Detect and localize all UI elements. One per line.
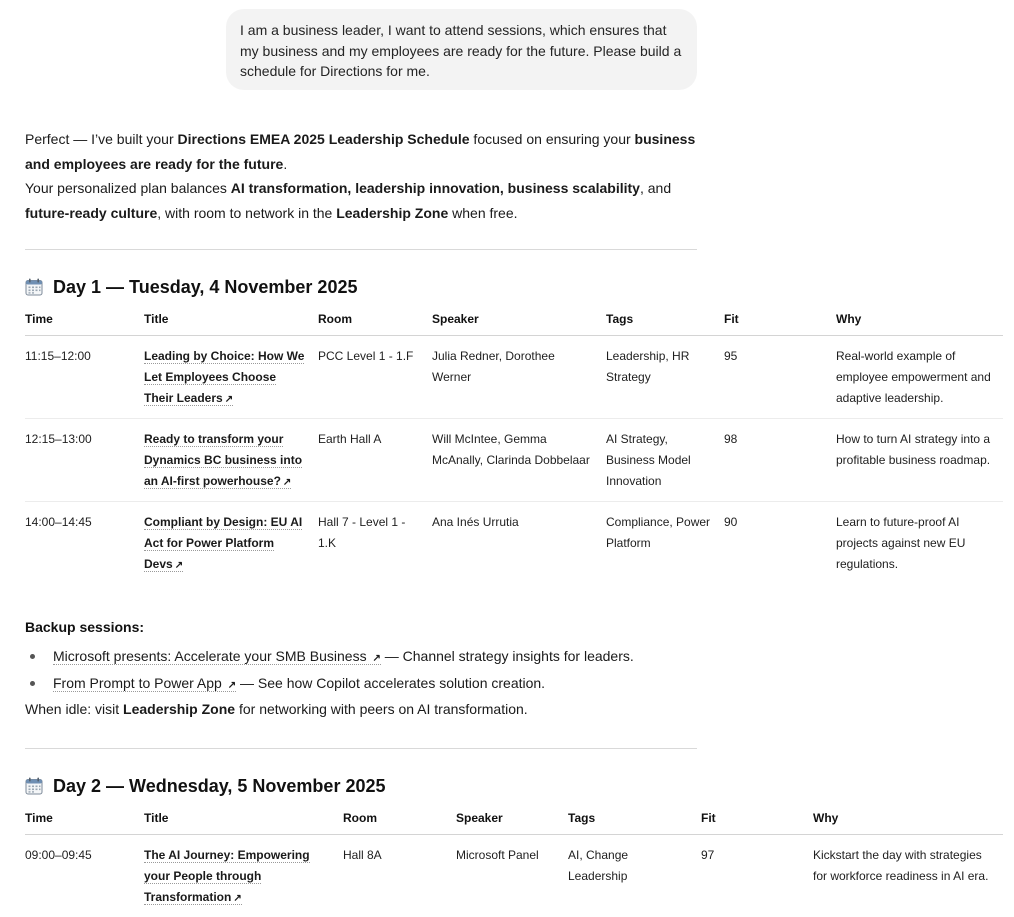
column-header-time: Time	[25, 808, 144, 835]
table-header-row	[25, 309, 1003, 336]
cell-fit: 97	[701, 835, 813, 917]
calendar-icon	[25, 777, 43, 795]
cell-time: 12:15–13:00	[25, 419, 144, 502]
cell-title	[144, 336, 318, 419]
intro-bold-schedule: Directions EMEA 2025 Leadership Schedule	[178, 131, 470, 147]
intro-bold-focus: AI transformation, leadership innovation, business scalability	[231, 180, 640, 196]
session-title-link[interactable]	[144, 349, 304, 406]
external-link-icon: ↗	[233, 893, 241, 904]
table-row	[25, 502, 1003, 585]
column-header-fit: Fit	[724, 309, 836, 336]
table-row	[25, 336, 1003, 419]
session-title-text: The AI Journey: Empowering your People through Transformation	[144, 848, 310, 904]
cell-room: Hall 8A	[343, 835, 456, 917]
cell-tags: AI Strategy, Business Model Innovation	[606, 419, 724, 502]
cell-speaker: Ana Inés Urrutia	[432, 502, 606, 585]
external-link-icon: ↗	[372, 653, 380, 664]
column-header-why: Why	[813, 808, 1003, 835]
day1-heading-text: Day 1 — Tuesday, 4 November 2025	[53, 275, 357, 299]
cell-speaker: Julia Redner, Dorothee Werner	[432, 336, 606, 419]
user-message-text: I am a business leader, I want to attend sessions, which ensures that my business and my employees are ready for the future. Please build a schedule for Directions for me.	[240, 22, 681, 79]
backup-session-desc: — See how Copilot accelerates solution creation.	[236, 675, 545, 691]
column-header-speaker: Speaker	[456, 808, 568, 835]
column-header-fit: Fit	[701, 808, 813, 835]
intro-bold-future: business and employees are ready for the future	[25, 131, 695, 172]
backup-sessions-list	[25, 644, 634, 698]
column-header-time: Time	[25, 309, 144, 336]
column-header-title: Title	[144, 808, 343, 835]
backup-session-desc: — Channel strategy insights for leaders.	[381, 648, 634, 664]
section-divider	[25, 249, 697, 250]
idle-bold-zone: Leadership Zone	[123, 701, 235, 717]
cell-speaker: Will McIntee, Gemma McAnally, Clarinda Dobbelaar	[432, 419, 606, 502]
session-title-link[interactable]	[144, 432, 302, 489]
idle-text: When idle: visit	[25, 701, 123, 717]
intro-text: Perfect — I’ve built your	[25, 131, 178, 147]
external-link-icon: ↗	[225, 394, 233, 405]
cell-time: 11:15–12:00	[25, 336, 144, 419]
cell-fit: 95	[724, 336, 836, 419]
external-link-icon: ↗	[175, 560, 183, 571]
column-header-room: Room	[318, 309, 432, 336]
cell-fit: 90	[724, 502, 836, 585]
day1-schedule-table	[25, 309, 1003, 584]
cell-time: 09:00–09:45	[25, 835, 144, 917]
day2-schedule-table	[25, 808, 1003, 917]
cell-why: How to turn AI strategy into a profitable business roadmap.	[836, 419, 1003, 502]
session-title-link[interactable]	[144, 515, 302, 572]
cell-tags: AI, Change Leadership	[568, 835, 701, 917]
column-header-room: Room	[343, 808, 456, 835]
table-row	[25, 419, 1003, 502]
column-header-tags: Tags	[606, 309, 724, 336]
intro-bold-culture: future-ready culture	[25, 205, 157, 221]
session-title-text: Ready to transform your Dynamics BC business into an AI-first powerhouse?	[144, 432, 302, 488]
intro-bold-zone: Leadership Zone	[336, 205, 448, 221]
intro-text: when free.	[448, 205, 517, 221]
table-header-row	[25, 808, 1003, 835]
cell-room: PCC Level 1 - 1.F	[318, 336, 432, 419]
session-title-text: Leading by Choice: How We Let Employees Choose Their Leaders	[144, 349, 304, 405]
backup-session-link[interactable]	[53, 648, 381, 665]
cell-title	[144, 502, 318, 585]
cell-fit: 98	[724, 419, 836, 502]
idle-note	[25, 701, 528, 717]
idle-text: for networking with peers on AI transformation.	[235, 701, 528, 717]
list-item	[25, 671, 634, 698]
intro-text: , and	[640, 180, 671, 196]
column-header-why: Why	[836, 309, 1003, 336]
day2-heading-text: Day 2 — Wednesday, 5 November 2025	[53, 774, 386, 798]
intro-text: .	[283, 156, 287, 172]
list-item	[25, 644, 634, 671]
backup-session-link-text: Microsoft presents: Accelerate your SMB Business	[53, 648, 367, 664]
external-link-icon: ↗	[228, 680, 236, 691]
calendar-icon	[25, 278, 43, 296]
cell-room: Earth Hall A	[318, 419, 432, 502]
assistant-intro	[25, 127, 705, 225]
cell-tags: Compliance, Power Platform	[606, 502, 724, 585]
day1-heading	[25, 275, 357, 299]
cell-speaker: Microsoft Panel	[456, 835, 568, 917]
intro-text: , with room to network in the	[157, 205, 336, 221]
backup-session-link[interactable]	[53, 675, 236, 692]
section-divider	[25, 748, 697, 749]
session-title-link[interactable]	[144, 848, 310, 905]
session-title-text: Compliant by Design: EU AI Act for Power Platform Devs	[144, 515, 302, 571]
cell-why: Kickstart the day with strategies for workforce readiness in AI era.	[813, 835, 1003, 917]
cell-title	[144, 419, 318, 502]
column-header-tags: Tags	[568, 808, 701, 835]
cell-room: Hall 7 - Level 1 - 1.K	[318, 502, 432, 585]
backup-session-link-text: From Prompt to Power App	[53, 675, 222, 691]
cell-why: Learn to future-proof AI projects against new EU regulations.	[836, 502, 1003, 585]
cell-tags: Leadership, HR Strategy	[606, 336, 724, 419]
column-header-title: Title	[144, 309, 318, 336]
column-header-speaker: Speaker	[432, 309, 606, 336]
day2-heading	[25, 774, 386, 798]
user-message-bubble	[226, 9, 697, 90]
backup-sessions-title: Backup sessions:	[25, 619, 144, 635]
intro-text: Your personalized plan balances	[25, 180, 231, 196]
cell-why: Real-world example of employee empowerment and adaptive leadership.	[836, 336, 1003, 419]
intro-text: focused on ensuring your	[470, 131, 635, 147]
external-link-icon: ↗	[283, 477, 291, 488]
cell-time: 14:00–14:45	[25, 502, 144, 585]
